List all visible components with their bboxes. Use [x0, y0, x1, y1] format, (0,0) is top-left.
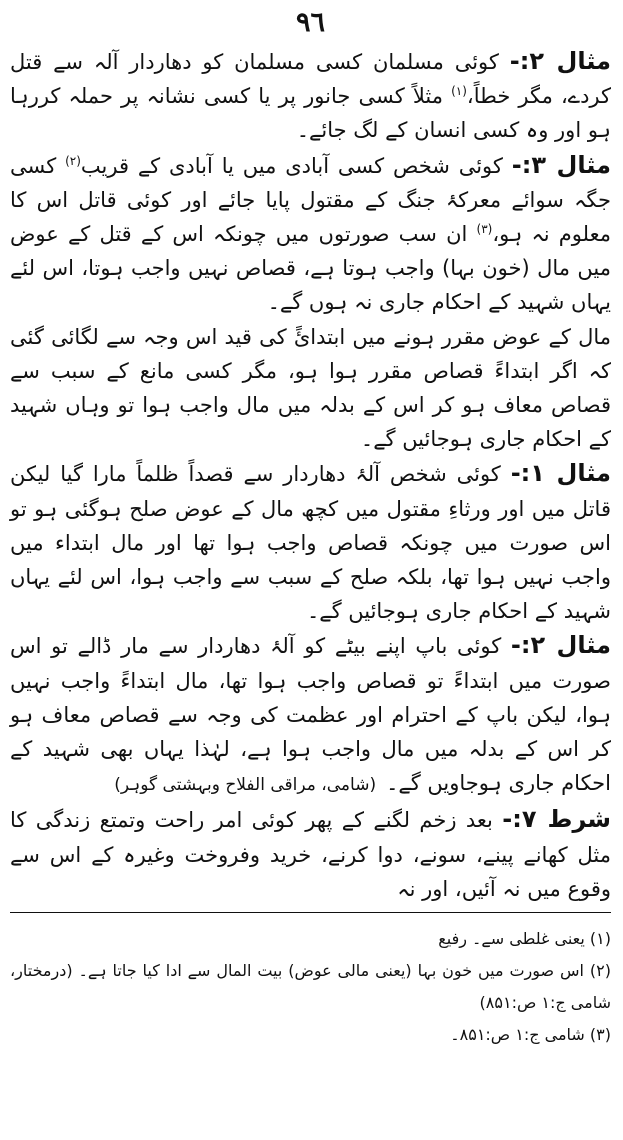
paragraph-condition-7: [10, 802, 611, 906]
paragraph-example-2-intro: [10, 44, 611, 148]
source-citation: (شامی، مراقی الفلاح وبہشتی گوہر): [114, 775, 377, 796]
paragraph-text: کوئی باپ اپنے بیٹے کو آلۂ دھاردار سے مار ڈالے تو اس صورت میں ابتداءً تو قصاص واجب ہوا تھا، مال ابتداءً واجب نہیں ہوا، لیکن باپ کے احترام اور عظمت کی وجہ سے قصاص معاف ہو کر اس کے بدلہ میں مال واجب ہوا ہے، لہٰذا یہاں بھی شہید کے احکام جاری ہوجاویں گے۔: [10, 634, 611, 796]
condition-label: شرط ۷:-: [502, 805, 611, 834]
footnotes: [10, 923, 611, 1051]
paragraph-example-3: [10, 148, 611, 320]
paragraph-text: کسی جگہ سوائے معرکۂ جنگ کے مقتول پایا جائے اور کوئی قاتل اس کا معلوم نہ ہو،: [10, 153, 611, 247]
body-text: [10, 44, 611, 906]
example-label: مثال ۳:-: [511, 150, 611, 179]
paragraph-text: مال کے عوض مقرر ہونے میں ابتدائً کی قید اس وجہ سے لگائی گئی کہ اگر ابتداءً قصاص مقرر ہوا ہو، مگر کسی مانع کے سبب سے قصاص معاف ہو کر اس کے بدلہ میں مال واجب ہوا تو وہاں شہید کے احکام جاری ہوجائیں گے۔: [10, 324, 611, 452]
paragraph-example-2: [10, 628, 611, 802]
paragraph-text: ان سب صورتوں میں چونکہ اس کے قتل کے عوض میں مال (خون بہا) واجب ہوتا ہے، قصاص نہیں واجب ہوتا، اس لئے یہاں شہید کے احکام جاری نہ ہوں گے۔: [10, 222, 611, 315]
example-label: مثال ۲:-: [509, 47, 611, 75]
example-label: مثال ۱:-: [510, 459, 611, 488]
footnote-ref[interactable]: (۳): [476, 222, 493, 237]
paragraph-text: کوئی مسلمان کسی مسلمان کو دھاردار آلہ سے قتل کردے، مگر خطاً،: [10, 50, 612, 109]
paragraph-text: مثلاً کسی جانور پر یا کسی نشانہ پر حملہ کررہا ہو اور وہ کسی انسان کے لگ جائے۔: [10, 84, 611, 143]
footnote-divider: [10, 912, 611, 913]
footnote-1: (۱) یعنی غلطی سے۔ رفیع: [438, 929, 611, 949]
paragraph-text: بعد زخم لگنے کے پھر کوئی امر راحت وتمتع زندگی کا مثل کھانے پینے، سونے، دوا کرنے، خرید وفروخت وغیرہ کے اس سے وقوع میں نہ آئیں، اور نہ: [10, 808, 611, 901]
paragraph-text: کوئی شخص آلۂ دھاردار سے قصداً ظلماً مارا گیا لیکن قاتل میں اور ورثاءِ مقتول میں کچھ مال کے عوض صلح ہوگئی ہو تو اس صورت میں چونکہ قصاص واجب ہوا تھا اور مال ابتداء میں واجب نہیں ہوا تھا، بلکہ صلح کے سبب سے واجب ہوا، اس لئے یہاں شہید کے احکام جاری ہوجائیں گے۔: [10, 462, 611, 624]
page-number: ٩٦: [295, 7, 325, 38]
footnote-ref[interactable]: (۲): [65, 153, 81, 168]
paragraph-explanation: [10, 320, 611, 457]
footnote-3: (۳) شامی ج:۱ ص:۸۵۱۔: [450, 1025, 611, 1045]
paragraph-example-1: [10, 456, 611, 628]
footnote-ref[interactable]: (۱): [451, 84, 467, 99]
paragraph-text: کوئی شخص کسی آبادی میں یا آبادی کے قریب: [80, 153, 512, 178]
example-label: مثال ۲:-: [510, 631, 611, 660]
footnote-2: (۲) اس صورت میں خون بہا (یعنی مالی عوض) بیت المال سے ادا کیا جاتا ہے۔ (درمختار، شامی ج:۱ ص:۸۵۱): [10, 961, 611, 1013]
